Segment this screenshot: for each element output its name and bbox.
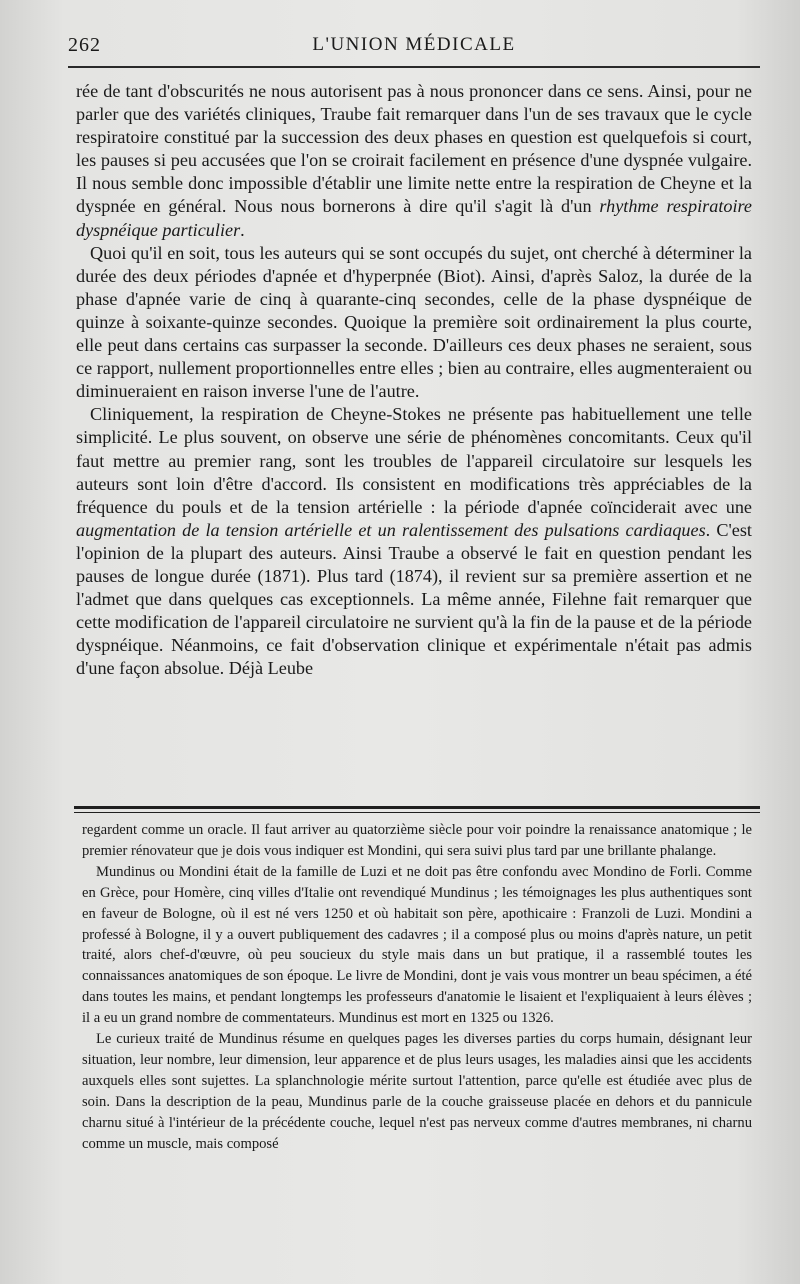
footnote-paragraph-1: regardent comme un oracle. Il faut arriver au quatorzième siècle pour voir poindre la renaissance anatomique ; le premier rénovateur que je dois vous indiquer est Mondini, qui sera suivi plus tard par une brillante phalange. <box>82 822 752 859</box>
body-paragraph-2: Quoi qu'il en soit, tous les auteurs qui se sont occupés du sujet, ont cherché à déterminer la durée des deux périodes d'apnée et d'hyperpnée (Biot). Ainsi, d'après Saloz, la durée de la phase d'apnée varie de cinq à quarante-cinq secondes, celle de la phase dyspnéique de quinze à soixante-quinze secondes. Quoique la première soit ordinairement la plus courte, elle peut dans certains cas surpasser la seconde. D'ailleurs ces deux phases ne seraient, sous ce rapport, nullement proportionnelles entre elles ; bien au contraire, elles augmenteraient ou diminueraient en raison inverse l'une de l'autre. <box>76 242 752 402</box>
italic-phrase: augmentation de la tension artérielle et un ralentissement des pulsations cardiaques <box>76 519 706 540</box>
footnote-separator-thin <box>74 812 760 813</box>
footnote-separator-thick <box>74 806 760 809</box>
italic-phrase: rhythme respiratoire dyspnéique particulier <box>76 196 752 240</box>
running-title: L'UNION MÉDICALE <box>312 34 516 55</box>
page-number: 262 <box>68 34 101 56</box>
page-header <box>68 34 760 60</box>
main-body-text <box>76 80 752 680</box>
footnote-paragraph-3: Le curieux traité de Mundinus résume en quelques pages les diverses parties du corps humain, désignant leur situation, leur nombre, leur dimension, leur apparence et de plus leurs usages, les maladies ainsi que les accidents auxquels elles sont sujettes. La splanchnologie mérite surtout l'attention, parce qu'elle est étudiée avec plus de soin. Dans la description de la peau, Mundinus parle de la couche graisseuse placée en dehors et du pannicule charnu situé à l'intérieur de la précédente couche, lequel n'est pas nerveux comme d'autres membranes, ni charnu comme un muscle, mais composé <box>82 1031 752 1152</box>
body-paragraph-1: rée de tant d'obscurités ne nous autorisent pas à nous prononcer dans ce sens. Ainsi, pour ne parler que des variétés cliniques, Traube fait remarquer dans l'un de ses travaux que le cycle respiratoire constitué par la succession des deux phases en question est quelquefois si court, les pauses si peu accusées que l'on se croirait facilement en présence d'une dyspnée vulgaire. Il nous semble donc impossible d'établir une limite nette entre la respiration de Cheyne et la dyspnée en général. Nous nous bornerons à dire qu'il s'agit là d'un rhythme respiratoire dyspnéique particulier. <box>76 81 752 240</box>
header-rule <box>68 66 760 68</box>
footnote-paragraph-2: Mundinus ou Mondini était de la famille de Luzi et ne doit pas être confondu avec Mondino de Forli. Comme en Grèce, pour Homère, cinq villes d'Italie ont revendiqué Mundinus ; les témoignages les plus authentiques sont en faveur de Bologne, où il est né vers 1250 et où habitait son père, apothicaire : Franzoli de Luzi. Mondini a professé à Bologne, il y a ouvert publiquement des cadavres ; il a composé plus ou moins d'après nature, un petit traité, alors chef-d'œuvre, où peu soucieux du style mais dans un but pratique, il a rassemblé toutes les connaissances anatomiques de son époque. Le livre de Mondini, dont je vais vous montrer un beau spécimen, a été dans toutes les mains, et pendant longtemps les professeurs d'anatomie le lisaient et l'expliquaient à leurs élèves ; il a eu un grand nombre de commentateurs. Mundinus est mort en 1325 ou 1326. <box>82 863 752 1027</box>
body-paragraph-3: Cliniquement, la respiration de Cheyne-Stokes ne présente pas habituellement une telle simplicité. Le plus souvent, on observe une série de phénomènes concomitants. Ceux qu'il faut mettre au premier rang, sont les troubles de l'appareil circulatoire sur lesquels les auteurs sont loin d'être d'accord. Ils consistent en modifications très appréciables de la fréquence du pouls et de la tension artérielle : la période d'apnée coïnciderait avec une augmentation de la tension artérielle et un ralentissement des pulsations cardiaques. C'est l'opinion de la plupart des auteurs. Ainsi Traube a observé le fait en question pendant les pauses de longue durée (1871). Plus tard (1874), il revient sur sa première assertion et ne l'admet que dans quelques cas exceptionnels. La même année, Filehne fait remarquer que cette modification de l'appareil circulatoire ne survient qu'à la fin de la pause et de la période dyspnéique. Néanmoins, ce fait d'observation clinique et expérimentale n'était pas admis d'une façon absolue. Déjà Leube <box>76 404 752 679</box>
footnote-text <box>82 820 752 1155</box>
